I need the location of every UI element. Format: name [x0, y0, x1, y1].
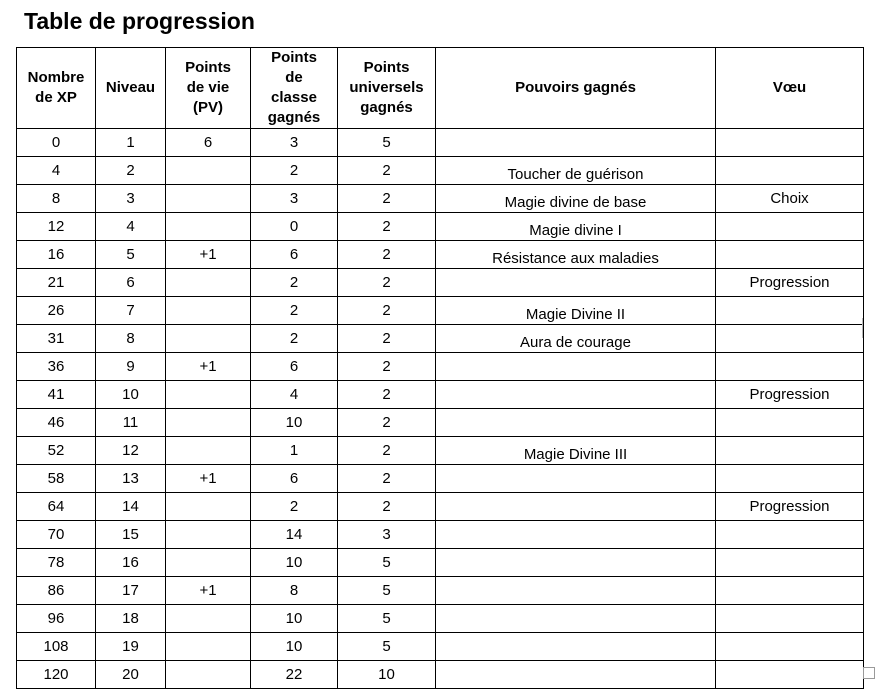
hp-cell: 6: [166, 129, 251, 157]
vow-cell: [716, 157, 864, 185]
header-powers: Pouvoirs gagnés: [436, 48, 716, 129]
xp-cell: 0: [17, 129, 96, 157]
universal-points-cell: 2: [338, 297, 436, 325]
power-cell: Aura de courage: [436, 325, 716, 353]
universal-points-cell: 5: [338, 549, 436, 577]
xp-cell: 120: [17, 661, 96, 689]
table-row: [17, 129, 864, 157]
table-row: [17, 437, 864, 465]
vow-cell: [716, 577, 864, 605]
xp-cell: 108: [17, 633, 96, 661]
universal-points-cell: 2: [338, 465, 436, 493]
class-points-cell: 10: [251, 549, 338, 577]
header-universal-points: Points universels gagnés: [338, 48, 436, 129]
level-cell: 20: [96, 661, 166, 689]
universal-points-cell: 2: [338, 437, 436, 465]
hp-cell: [166, 325, 251, 353]
universal-points-cell: 5: [338, 605, 436, 633]
hp-cell: [166, 437, 251, 465]
level-cell: 16: [96, 549, 166, 577]
hp-cell: [166, 633, 251, 661]
class-points-cell: 6: [251, 465, 338, 493]
vow-cell: [716, 353, 864, 381]
power-cell: [436, 633, 716, 661]
power-cell: [436, 577, 716, 605]
xp-cell: 12: [17, 213, 96, 241]
hp-cell: [166, 157, 251, 185]
xp-cell: 52: [17, 437, 96, 465]
power-cell: [436, 129, 716, 157]
level-cell: 17: [96, 577, 166, 605]
hp-cell: [166, 213, 251, 241]
vow-cell: [716, 241, 864, 269]
level-cell: 8: [96, 325, 166, 353]
power-cell: [436, 661, 716, 689]
xp-cell: 16: [17, 241, 96, 269]
universal-points-cell: 2: [338, 269, 436, 297]
header-level: Niveau: [96, 48, 166, 129]
class-points-cell: 10: [251, 605, 338, 633]
universal-points-cell: 2: [338, 241, 436, 269]
power-cell: [436, 521, 716, 549]
class-points-cell: 8: [251, 577, 338, 605]
level-cell: 14: [96, 493, 166, 521]
level-cell: 13: [96, 465, 166, 493]
vow-cell: Progression: [716, 381, 864, 409]
power-cell: Magie Divine III: [436, 437, 716, 465]
hp-cell: +1: [166, 241, 251, 269]
hp-cell: [166, 661, 251, 689]
table-edge-marker: [862, 318, 863, 338]
table-row: [17, 353, 864, 381]
hp-cell: [166, 297, 251, 325]
table-row: [17, 157, 864, 185]
xp-cell: 64: [17, 493, 96, 521]
xp-cell: 4: [17, 157, 96, 185]
class-points-cell: 2: [251, 493, 338, 521]
hp-cell: +1: [166, 465, 251, 493]
vow-cell: [716, 213, 864, 241]
vow-cell: [716, 465, 864, 493]
universal-points-cell: 2: [338, 409, 436, 437]
header-xp: Nombre de XP: [17, 48, 96, 129]
hp-cell: [166, 381, 251, 409]
page-title: Table de progression: [24, 8, 255, 34]
xp-cell: 26: [17, 297, 96, 325]
table-row: [17, 213, 864, 241]
xp-cell: 8: [17, 185, 96, 213]
table-row: [17, 185, 864, 213]
xp-cell: 41: [17, 381, 96, 409]
vow-cell: [716, 605, 864, 633]
universal-points-cell: 5: [338, 577, 436, 605]
level-cell: 7: [96, 297, 166, 325]
vow-cell: [716, 325, 864, 353]
class-points-cell: 2: [251, 269, 338, 297]
table-row: [17, 577, 864, 605]
table-resize-handle[interactable]: [863, 667, 875, 679]
table-row: [17, 521, 864, 549]
xp-cell: 36: [17, 353, 96, 381]
header-class-points: Points de classe gagnés: [251, 48, 338, 129]
class-points-cell: 2: [251, 325, 338, 353]
level-cell: 3: [96, 185, 166, 213]
class-points-cell: 0: [251, 213, 338, 241]
level-cell: 2: [96, 157, 166, 185]
power-cell: Magie divine de base: [436, 185, 716, 213]
power-cell: [436, 353, 716, 381]
table-row: [17, 493, 864, 521]
power-cell: Magie divine I: [436, 213, 716, 241]
power-cell: [436, 549, 716, 577]
universal-points-cell: 5: [338, 129, 436, 157]
vow-cell: [716, 521, 864, 549]
universal-points-cell: 2: [338, 213, 436, 241]
power-cell: [436, 409, 716, 437]
table-row: [17, 241, 864, 269]
xp-cell: 21: [17, 269, 96, 297]
class-points-cell: 3: [251, 185, 338, 213]
level-cell: 12: [96, 437, 166, 465]
level-cell: 18: [96, 605, 166, 633]
power-cell: [436, 493, 716, 521]
hp-cell: [166, 549, 251, 577]
universal-points-cell: 2: [338, 325, 436, 353]
table-row: [17, 633, 864, 661]
class-points-cell: 4: [251, 381, 338, 409]
table-row: [17, 549, 864, 577]
xp-cell: 58: [17, 465, 96, 493]
level-cell: 5: [96, 241, 166, 269]
universal-points-cell: 2: [338, 381, 436, 409]
class-points-cell: 1: [251, 437, 338, 465]
hp-cell: +1: [166, 577, 251, 605]
level-cell: 10: [96, 381, 166, 409]
level-cell: 4: [96, 213, 166, 241]
hp-cell: [166, 185, 251, 213]
power-cell: Toucher de guérison: [436, 157, 716, 185]
level-cell: 9: [96, 353, 166, 381]
class-points-cell: 2: [251, 297, 338, 325]
power-cell: [436, 465, 716, 493]
class-points-cell: 14: [251, 521, 338, 549]
power-cell: [436, 269, 716, 297]
xp-cell: 86: [17, 577, 96, 605]
class-points-cell: 10: [251, 409, 338, 437]
table-row: [17, 297, 864, 325]
vow-cell: [716, 661, 864, 689]
universal-points-cell: 10: [338, 661, 436, 689]
power-cell: Magie Divine II: [436, 297, 716, 325]
vow-cell: Progression: [716, 493, 864, 521]
hp-cell: [166, 269, 251, 297]
universal-points-cell: 2: [338, 493, 436, 521]
table-row: [17, 269, 864, 297]
universal-points-cell: 2: [338, 353, 436, 381]
class-points-cell: 6: [251, 353, 338, 381]
hp-cell: [166, 605, 251, 633]
vow-cell: [716, 129, 864, 157]
class-points-cell: 10: [251, 633, 338, 661]
power-cell: [436, 381, 716, 409]
xp-cell: 46: [17, 409, 96, 437]
header-hp: Points de vie (PV): [166, 48, 251, 129]
power-cell: [436, 605, 716, 633]
hp-cell: +1: [166, 353, 251, 381]
table-row: [17, 661, 864, 689]
table-row: [17, 381, 864, 409]
vow-cell: [716, 549, 864, 577]
class-points-cell: 3: [251, 129, 338, 157]
table-row: [17, 605, 864, 633]
universal-points-cell: 2: [338, 185, 436, 213]
xp-cell: 31: [17, 325, 96, 353]
progression-table: [16, 47, 864, 689]
vow-cell: [716, 297, 864, 325]
xp-cell: 78: [17, 549, 96, 577]
universal-points-cell: 2: [338, 157, 436, 185]
level-cell: 15: [96, 521, 166, 549]
class-points-cell: 2: [251, 157, 338, 185]
class-points-cell: 6: [251, 241, 338, 269]
table-row: [17, 325, 864, 353]
level-cell: 6: [96, 269, 166, 297]
vow-cell: [716, 437, 864, 465]
level-cell: 19: [96, 633, 166, 661]
xp-cell: 70: [17, 521, 96, 549]
header-vow: Vœu: [716, 48, 864, 129]
vow-cell: [716, 633, 864, 661]
hp-cell: [166, 493, 251, 521]
level-cell: 1: [96, 129, 166, 157]
vow-cell: Choix: [716, 185, 864, 213]
vow-cell: Progression: [716, 269, 864, 297]
level-cell: 11: [96, 409, 166, 437]
table-row: [17, 465, 864, 493]
hp-cell: [166, 409, 251, 437]
hp-cell: [166, 521, 251, 549]
vow-cell: [716, 409, 864, 437]
universal-points-cell: 5: [338, 633, 436, 661]
class-points-cell: 22: [251, 661, 338, 689]
universal-points-cell: 3: [338, 521, 436, 549]
table-row: [17, 409, 864, 437]
header-row: [17, 48, 864, 129]
power-cell: Résistance aux maladies: [436, 241, 716, 269]
xp-cell: 96: [17, 605, 96, 633]
